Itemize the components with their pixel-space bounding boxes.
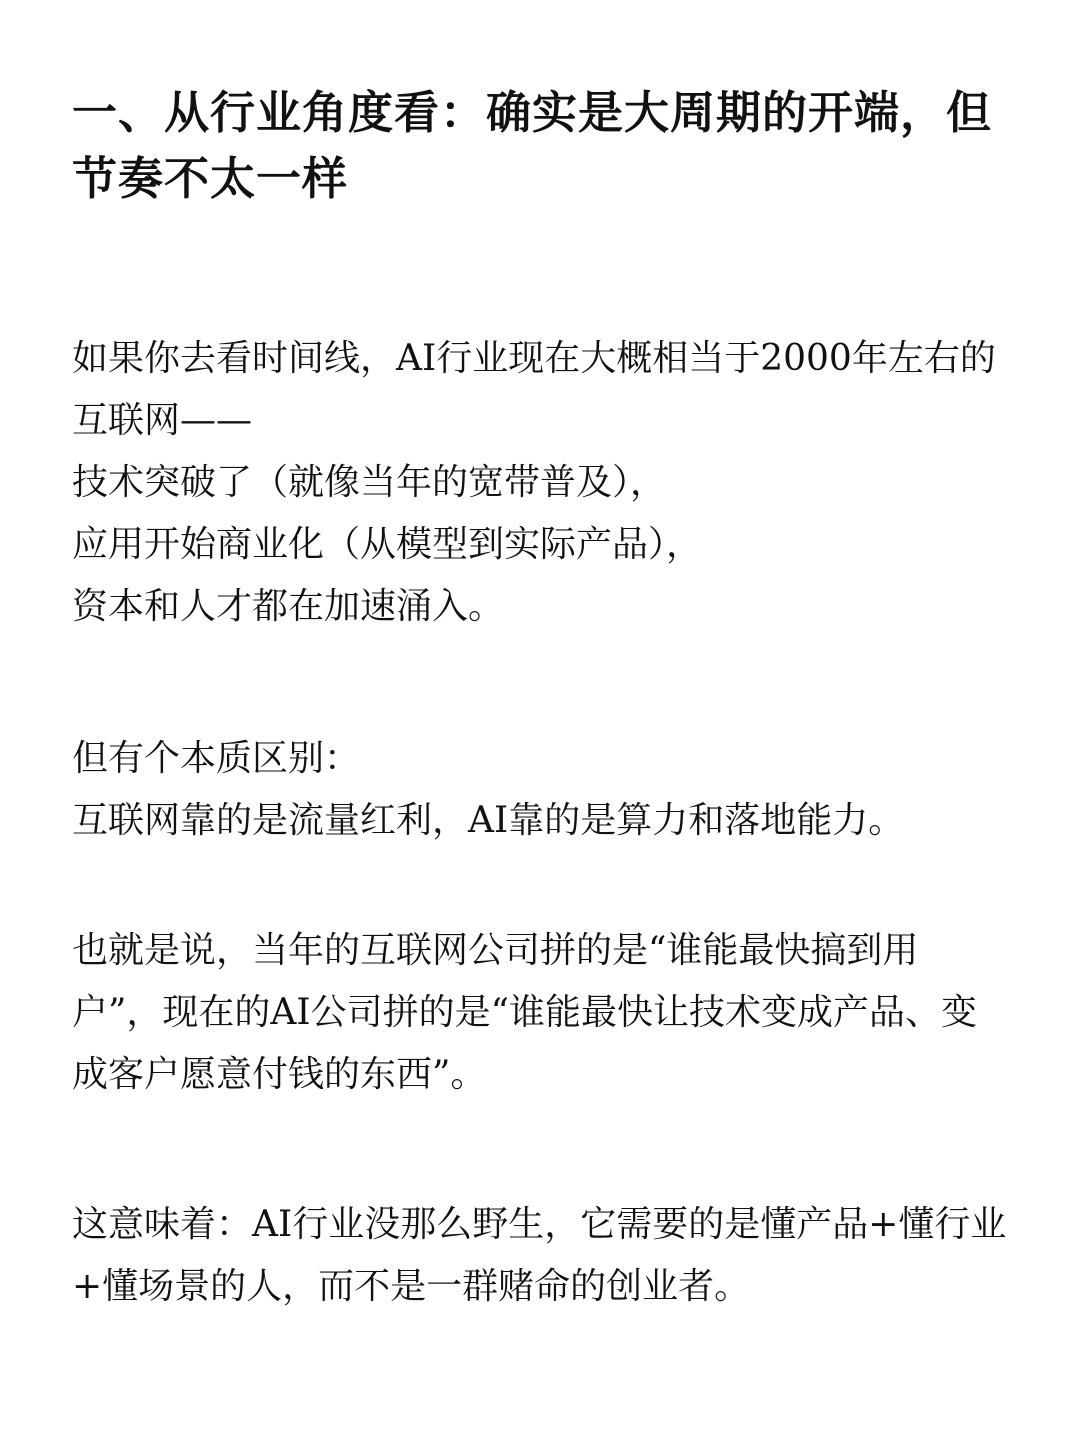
article-title [72,80,1012,212]
paragraph-line: 互联网—— [72,400,253,441]
paragraph-line: 也就是说，当年的互联网公司拼的是“谁能最快搞到用 [72,930,919,971]
paragraph-line: +懂场景的人，而不是一群赌命的创业者。 [72,1266,751,1307]
paragraph-line: 如果你去看时间线，AI行业现在大概相当于2000年左右的 [72,338,996,379]
article-page [72,80,1012,1307]
paragraph-difference [72,728,1012,852]
paragraph-line: 成客户愿意付钱的东西”。 [72,1054,487,1095]
paragraph-line: 但有个本质区别： [72,738,361,779]
paragraph-line: 户”，现在的AI公司拼的是“谁能最快让技术变成产品、变 [72,992,978,1033]
title-line: 节奏不太一样 [72,152,349,205]
paragraph-line: 资本和人才都在加速涌入。 [72,586,505,627]
paragraph-line: 互联网靠的是流量红利，AI靠的是算力和落地能力。 [72,800,905,841]
paragraph-comparison [72,920,1012,1106]
title-line: 一、从行业角度看：确实是大周期的开端，但 [72,86,993,139]
paragraph-line: 技术突破了（就像当年的宽带普及）， [72,462,667,503]
paragraph-implication [72,1194,1012,1318]
paragraph-line: 应用开始商业化（从模型到实际产品）， [72,524,703,565]
paragraph-line: 这意味着：AI行业没那么野生，它需要的是懂产品+懂行业 [72,1204,1007,1245]
paragraph-timeline [72,328,1012,638]
